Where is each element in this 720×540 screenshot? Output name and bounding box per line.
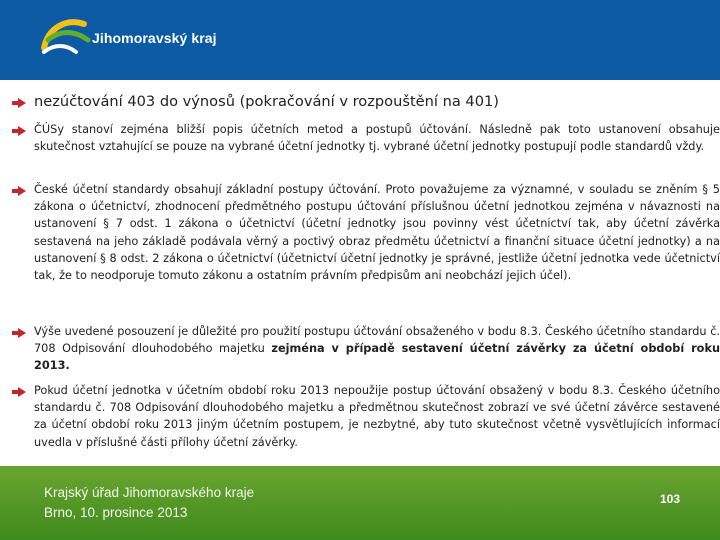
footer-office: Krajský úřad Jihomoravského kraje [44,485,255,500]
bullet-arrow-icon [12,186,26,196]
paragraph-2: České účetní standardy obsahují základní postupy účtování. Proto považujeme za významné, v souladu se zněním § 5 zákona o účetnictví, zhodnocení předmětného postupu účtování příslušnou účetní jednotkou zejména v návaznosti na ustanovení § 7 odst. 1 zákona o účetnictví (účetní jednotky jsou povinny vést účetnictví tak, aby účetní závěrka sestavená na jeho základě podávala věrný a poctivý obraz předmětu účetnictví a finanční situace účetní jednotky) a na ustanovení § 8 odst. 2 zákona o účetnictví (účetnictví účetní jednotky je správné, jestliže účetní jednotka vede účetnictví tak, že to neodporuje tomuto zákonu a ostatním právním předpisům ani neobchází jejich účel). [34,183,720,283]
slide-title: nezúčtování 403 do výnosů (pokračování v rozpouštění na 401) [34,93,499,110]
footer-date: Brno, 10. prosince 2013 [44,505,188,520]
footer-bar [0,466,720,540]
page-number: 103 [660,492,681,506]
paragraph-1: ČÚSy stanoví zejména bližší popis účetních metod a postupů účtování. Následně pak toto ustanovení obsahuje skutečnost vztahující se pouze na vybrané účetní jednotky tj. vybrané účetní jednotky postupují podle standardů vždy. [34,123,720,154]
brand-name: Jihomoravský kraj [92,30,217,46]
header-bar [0,0,720,80]
bullet-arrow-icon [12,98,26,108]
paragraph-3-plain: Výše uvedené posouzení je důležité pro použití postupu účtování obsaženého v bodu 8.3. Českého účetního standardu č. 708 Odpisování dlouhodobého majetku [34,325,720,356]
jihomoravsky-kraj-logo-icon [38,14,98,58]
paragraph-3 [34,323,720,375]
paragraph-3-bold: zejména v případě sestavení účetní závěrky za účetní období roku 2013. [34,342,720,373]
paragraph-4: Pokud účetní jednotka v účetním období roku 2013 nepoužije postup účtování obsažený v bodu 8.3. Českého účetního standardu č. 708 Odpisování dlouhodobého majetku a předmětnou skutečnost zobrazí ve své účetní závěrce sestavené za účetní období roku 2013 jiným účetním postupem, je nezbytné, aby tuto skutečnost včetně vysvětlujících informací uvedla v příslušné části přílohy účetní závěrky. [34,384,720,449]
bullet-arrow-icon [12,126,26,136]
bullet-arrow-icon [12,387,26,397]
bullet-arrow-icon [12,328,26,338]
